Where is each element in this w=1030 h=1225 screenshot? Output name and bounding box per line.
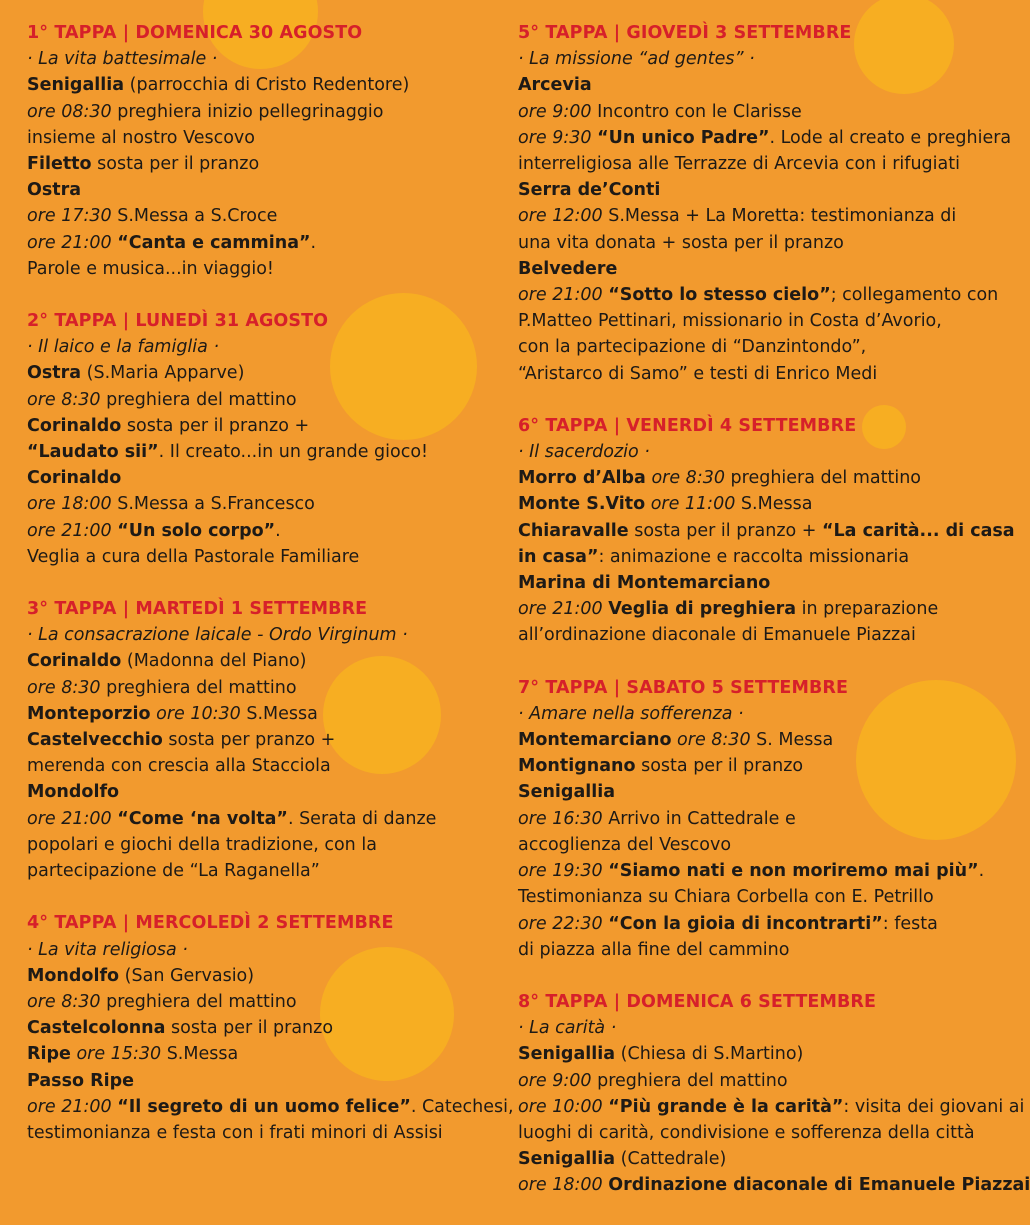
program-line <box>27 491 492 517</box>
line-text: sosta per il pranzo + <box>628 520 823 541</box>
line-text: . <box>275 520 281 541</box>
program-line <box>518 282 999 308</box>
event-title: “La carità... di casa <box>822 520 1015 541</box>
program-line <box>518 832 988 858</box>
line-text: in preparazione <box>796 599 939 620</box>
program-line <box>518 177 988 203</box>
time-label: ore 21:00 <box>518 285 603 306</box>
program-line <box>27 72 492 98</box>
place-name: Arcevia <box>518 75 592 96</box>
event-title: “Sotto lo stesso cielo” <box>608 285 831 306</box>
program-line <box>27 701 492 727</box>
event-title: “Canta e cammina” <box>117 232 311 253</box>
time-label: ore 8:30 <box>677 730 751 751</box>
stage-section <box>27 20 492 282</box>
stage-heading: 5° TAPPA | GIOVEDÌ 3 SETTEMBRE <box>518 23 852 43</box>
program-line <box>518 334 988 360</box>
program-line <box>27 256 492 282</box>
left-column <box>27 20 514 1172</box>
time-label: ore 11:00 <box>650 494 736 515</box>
line-text: (parrocchia di Cristo Redentore) <box>124 75 410 96</box>
line-text: “Aristarco di Samo” e testi di Enrico Medi <box>518 363 878 384</box>
program-line <box>518 1146 988 1172</box>
program-line <box>518 884 988 910</box>
program-line <box>518 439 988 465</box>
line-text: S.Messa + La Moretta: testimonianza di <box>602 206 957 227</box>
place-name: Monteporzio <box>27 703 151 724</box>
event-title: “Con la gioia di incontrarti” <box>608 913 883 934</box>
stage-theme: · La consacrazione laicale - Ordo Virginum · <box>27 625 408 646</box>
line-text: accoglienza del Vescovo <box>518 834 732 855</box>
stage-theme: · La carità · <box>518 1018 617 1039</box>
event-title: Ordinazione diaconale di Emanuele Piazzai <box>608 1175 1030 1196</box>
line-text: . Lode al creato e preghiera <box>769 127 1012 148</box>
stage-heading: 3° TAPPA | MARTEDÌ 1 SETTEMBRE <box>27 599 368 620</box>
line-text: interreligiosa alle Terrazze di Arcevia con i rifugiati <box>518 154 960 175</box>
line-text: S.Messa <box>240 703 318 724</box>
program-line <box>27 622 492 648</box>
line-text: preghiera del mattino <box>724 468 921 489</box>
event-title: “Un unico Padre” <box>597 127 770 148</box>
place-name: Mondolfo <box>27 965 120 986</box>
event-title: “Laudato sii” <box>27 442 159 463</box>
line-text: preghiera inizio pellegrinaggio <box>111 101 384 122</box>
event-title: “Come ‘na volta” <box>117 808 288 829</box>
time-label: ore 8:30 <box>27 389 101 410</box>
line-text: preghiera del mattino <box>100 389 297 410</box>
line-text: (Madonna del Piano) <box>121 651 307 672</box>
line-text: . Catechesi, <box>410 1096 514 1117</box>
line-text: S.Messa <box>161 1044 239 1065</box>
right-column <box>518 20 1030 1225</box>
time-label: ore 9:00 <box>518 1070 592 1091</box>
event-title: “Siamo nati e non moriremo mai più” <box>608 861 979 882</box>
program-line <box>27 177 492 203</box>
line-text: : festa <box>882 913 938 934</box>
place-name: Ostra <box>27 180 82 201</box>
time-label: ore 8:30 <box>651 468 725 489</box>
event-title: “Un solo corpo” <box>117 520 276 541</box>
program-line <box>27 151 492 177</box>
line-text: preghiera del mattino <box>100 677 297 698</box>
line-text: popolari e giochi della tradizione, con la <box>27 834 377 855</box>
line-text: P.Matteo Pettinari, missionario in Costa d’Avorio, <box>518 311 942 332</box>
program-line <box>518 256 988 282</box>
line-text: Testimonianza su Chiara Corbella con E. Petrillo <box>518 887 934 908</box>
program-line <box>518 753 988 779</box>
program-line <box>27 387 492 413</box>
time-label: ore 21:00 <box>518 599 603 620</box>
event-title: Veglia di preghiera <box>608 599 797 620</box>
line-text: . Il creato...in un grande gioco! <box>158 442 429 463</box>
program-line <box>518 858 988 884</box>
place-name: Senigallia <box>27 75 125 96</box>
line-text: Parole e musica...in viaggio! <box>27 258 274 279</box>
program-line <box>27 99 492 125</box>
program-line <box>518 1120 988 1146</box>
line-text: insieme al nostro Vescovo <box>27 127 255 148</box>
event-title: “Il segreto di un uomo felice” <box>117 1096 411 1117</box>
program-line <box>27 544 492 570</box>
time-label: ore 16:30 <box>518 808 603 829</box>
program-line <box>27 675 492 701</box>
stage-theme: · Amare nella sofferenza · <box>518 703 744 724</box>
line-text: : animazione e raccolta missionaria <box>598 546 910 567</box>
time-label: ore 15:30 <box>76 1044 162 1065</box>
line-text: . <box>978 861 985 882</box>
line-text: S.Messa <box>735 494 813 515</box>
program-line <box>27 648 492 674</box>
line-text: sosta per il pranzo <box>165 1018 334 1039</box>
line-text: (San Gervasio) <box>119 965 255 986</box>
line-text: sosta per il pranzo <box>91 154 260 175</box>
stage-theme: · La vita battesimale · <box>27 49 218 70</box>
line-text: luoghi di carità, condivisione e sofferenza della città <box>518 1122 975 1143</box>
stage-heading: 6° TAPPA | VENERDÌ 4 SETTEMBRE <box>518 415 857 436</box>
time-label: ore 10:00 <box>518 1096 603 1117</box>
place-name: Montemarciano <box>518 730 672 751</box>
stage-theme: · La missione “ad gentes” · <box>518 49 755 70</box>
place-name: Corinaldo <box>27 468 122 489</box>
time-label: ore 8:30 <box>27 991 101 1012</box>
stage-theme: · Il laico e la famiglia · <box>27 337 220 358</box>
time-label: ore 18:00 <box>27 494 112 515</box>
program-line <box>27 465 492 491</box>
time-label: ore 21:00 <box>27 808 112 829</box>
time-label: ore 9:30 <box>518 127 592 148</box>
place-name: Corinaldo <box>27 415 122 436</box>
line-text: all’ordinazione diaconale di Emanuele Piazzai <box>518 625 916 646</box>
program-line <box>27 779 492 805</box>
program-line <box>27 518 492 544</box>
time-label: ore 19:30 <box>518 861 603 882</box>
line-text: S. Messa <box>750 730 834 751</box>
program-line <box>27 989 492 1015</box>
program-line <box>518 1094 1025 1120</box>
stage-section <box>518 989 1030 1199</box>
line-text: testimonianza e festa con i frati minori di Assisi <box>27 1122 443 1143</box>
program-line <box>518 1068 988 1094</box>
time-label: ore 8:30 <box>27 677 101 698</box>
program-line <box>27 230 492 256</box>
line-text: . Serata di danze <box>287 808 437 829</box>
stage-heading: 2° TAPPA | LUNEDÌ 31 AGOSTO <box>27 311 329 332</box>
place-name: Ostra <box>27 363 82 384</box>
line-text: ; collegamento con <box>830 285 999 306</box>
line-text: una vita donata + sosta per il pranzo <box>518 232 844 253</box>
line-text: sosta per il pranzo <box>635 756 804 777</box>
stage-heading: 1° TAPPA | DOMENICA 30 AGOSTO <box>27 23 363 43</box>
place-name: Chiaravalle <box>518 520 629 541</box>
place-name: Senigallia <box>518 1149 616 1170</box>
time-label: ore 21:00 <box>27 232 112 253</box>
place-name: Passo Ripe <box>27 1070 134 1091</box>
program-line <box>27 413 492 439</box>
time-label: ore 21:00 <box>27 1096 112 1117</box>
program-line <box>27 1068 492 1094</box>
program-line <box>27 963 492 989</box>
line-text: sosta per il pranzo + <box>121 415 310 436</box>
time-label: ore 12:00 <box>518 206 603 227</box>
program-line <box>27 125 492 151</box>
event-title: “Più grande è la carità” <box>608 1096 844 1117</box>
program-line <box>518 230 988 256</box>
program-line <box>27 806 492 832</box>
program-line <box>27 937 492 963</box>
place-name: Castelcolonna <box>27 1018 166 1039</box>
line-text: (Chiesa di S.Martino) <box>615 1044 804 1065</box>
program-line <box>27 203 492 229</box>
program-line <box>518 701 988 727</box>
line-text: : visita dei giovani ai <box>843 1096 1025 1117</box>
program-line <box>518 46 988 72</box>
line-text: di piazza alla fine del cammino <box>518 939 790 960</box>
program-line <box>27 1015 492 1041</box>
line-text: merenda con crescia alla Stacciola <box>27 756 331 777</box>
stage-section <box>518 675 988 963</box>
program-line <box>518 806 988 832</box>
time-label: ore 08:30 <box>27 101 112 122</box>
line-text: S.Messa a S.Francesco <box>111 494 315 515</box>
place-name: Mondolfo <box>27 782 120 803</box>
program-line <box>518 937 988 963</box>
program-line <box>518 308 988 334</box>
stage-section <box>27 308 492 570</box>
program-line <box>518 203 988 229</box>
place-name: Belvedere <box>518 258 618 279</box>
line-text: Veglia a cura della Pastorale Familiare <box>27 546 360 567</box>
program-line <box>518 465 988 491</box>
program-line <box>27 360 492 386</box>
program-line <box>518 570 988 596</box>
line-text: Incontro con le Clarisse <box>591 101 802 122</box>
place-name: Marina di Montemarciano <box>518 573 771 594</box>
stage-heading: 7° TAPPA | SABATO 5 SETTEMBRE <box>518 677 849 698</box>
stage-heading: 4° TAPPA | MERCOLEDÌ 2 SETTEMBRE <box>27 913 394 934</box>
line-text: S.Messa a S.Croce <box>111 206 278 227</box>
place-name: Serra de’Conti <box>518 180 661 201</box>
program-line <box>518 72 988 98</box>
place-name: Monte S.Vito <box>518 494 646 515</box>
program-line <box>518 544 988 570</box>
time-label: ore 17:30 <box>27 206 112 227</box>
program-line <box>27 1120 492 1146</box>
stage-section <box>518 20 1012 387</box>
program-line <box>27 832 492 858</box>
program-line <box>27 1041 492 1067</box>
place-name: Castelvecchio <box>27 730 163 751</box>
program-line <box>518 99 988 125</box>
line-text: (S.Maria Apparve) <box>81 363 245 384</box>
stage-theme: · Il sacerdozio · <box>518 442 650 463</box>
program-line <box>27 1094 514 1120</box>
program-line <box>27 46 492 72</box>
place-name: Senigallia <box>518 782 616 803</box>
program-line <box>27 858 492 884</box>
program-line <box>27 753 492 779</box>
time-label: ore 21:00 <box>27 520 112 541</box>
program-line <box>518 151 988 177</box>
time-label: ore 22:30 <box>518 913 603 934</box>
time-label: ore 18:00 <box>518 1175 603 1196</box>
stage-section <box>518 413 1015 649</box>
program-line <box>518 596 988 622</box>
program-line <box>27 727 492 753</box>
program-line <box>518 518 1015 544</box>
line-text: con la partecipazione di “Danzintondo”, <box>518 337 867 358</box>
line-text: partecipazione de “La Raganella” <box>27 861 320 882</box>
program-line <box>518 779 988 805</box>
program-line <box>518 1041 988 1067</box>
time-label: ore 9:00 <box>518 101 592 122</box>
stage-section <box>27 596 492 884</box>
line-text: preghiera del mattino <box>591 1070 788 1091</box>
place-name: Montignano <box>518 756 636 777</box>
line-text: sosta per pranzo + <box>162 730 336 751</box>
program-line <box>518 1015 988 1041</box>
line-text: Arrivo in Cattedrale e <box>602 808 796 829</box>
place-name: Ripe <box>27 1044 71 1065</box>
stage-section <box>27 910 514 1146</box>
place-name: Morro d’Alba <box>518 468 646 489</box>
line-text: preghiera del mattino <box>100 991 297 1012</box>
program-line <box>518 361 988 387</box>
program-line <box>27 439 492 465</box>
program-line <box>518 622 988 648</box>
place-name: Senigallia <box>518 1044 616 1065</box>
program-line <box>518 727 988 753</box>
stage-theme: · La vita religiosa · <box>27 939 188 960</box>
time-label: ore 10:30 <box>156 703 241 724</box>
event-title: in casa” <box>518 546 599 567</box>
line-text: (Cattedrale) <box>615 1149 727 1170</box>
program-line <box>518 1172 1030 1198</box>
place-name: Filetto <box>27 154 92 175</box>
stage-heading: 8° TAPPA | DOMENICA 6 SETTEMBRE <box>518 991 877 1012</box>
program-line <box>518 491 988 517</box>
program-line <box>518 125 1012 151</box>
line-text: . <box>310 232 317 253</box>
place-name: Corinaldo <box>27 651 122 672</box>
program-line <box>27 334 492 360</box>
program-line <box>518 911 988 937</box>
